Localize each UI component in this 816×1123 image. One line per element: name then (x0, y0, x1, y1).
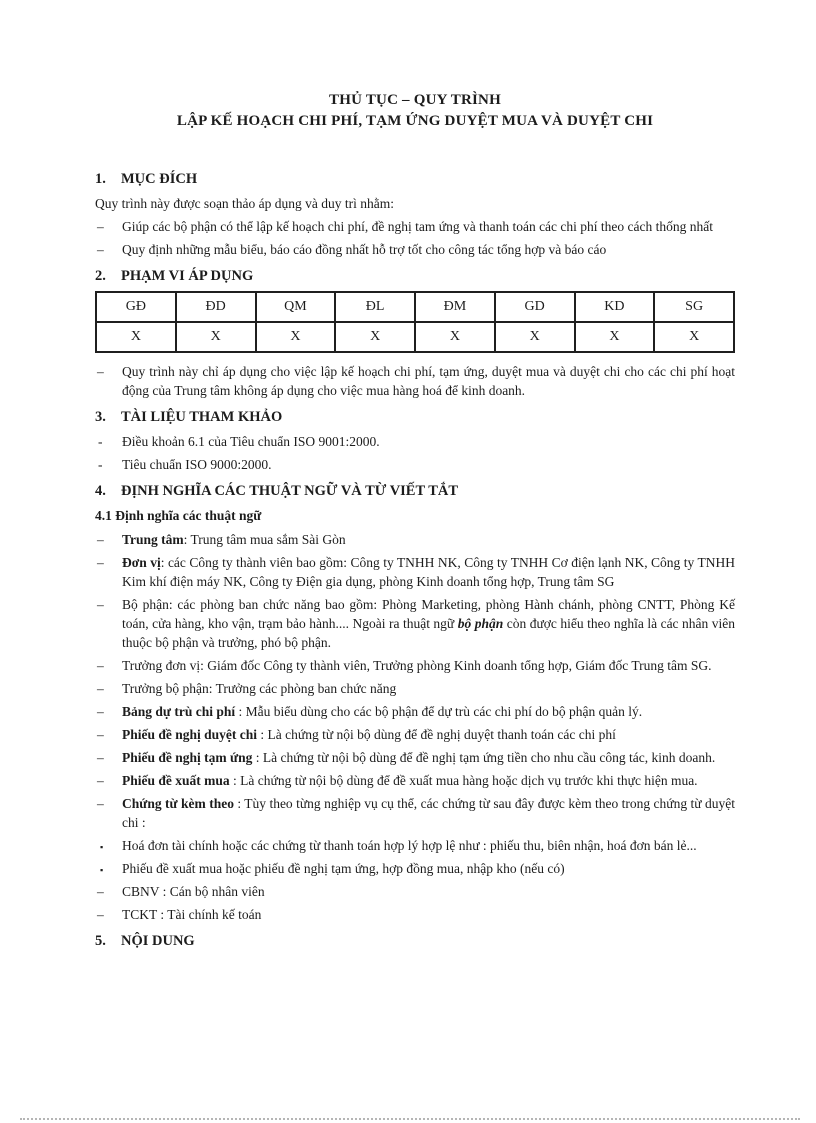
definition-term: Đơn vị (122, 555, 161, 570)
section-2-heading (95, 267, 735, 286)
dash-bullet-marker: – (97, 555, 104, 570)
dash-bullet-marker: – (97, 681, 104, 696)
scope-table-header-cell: GD (495, 292, 575, 322)
document-title-line2: LẬP KẾ HOẠCH CHI PHÍ, TẠM ỨNG DUYỆT MUA VÀ DUYỆT CHI (176, 113, 654, 129)
definition-term: Chứng từ kèm theo (122, 796, 234, 811)
section-3-heading (95, 408, 735, 427)
definition-item (95, 595, 735, 652)
list-item (95, 432, 735, 451)
dash-bullet-marker: – (97, 773, 104, 788)
dash-bullet-marker: – (97, 796, 104, 811)
definition-item (95, 553, 735, 591)
definition-body: : Là chứng từ nội bộ dùng để đề nghị tạm ứng tiền cho nhu cầu công tác, kinh doanh. (252, 750, 716, 765)
definition-text (122, 773, 698, 788)
list-item-text: Quy trình này chỉ áp dụng cho việc lập kế hoạch chi phí, tạm ứng, duyệt mua và duyệt chi cho các chi phí hoạt động của Trung tâm không áp dụng cho việc mua hàng hoá để kinh doanh. (122, 364, 735, 398)
dash-bullet-marker: – (97, 242, 104, 257)
list-item-text: Tiêu chuẩn ISO 9000:2000. (122, 457, 272, 472)
dash-bullet-marker: – (97, 219, 104, 234)
definition-text (122, 727, 616, 742)
document-title (95, 90, 735, 132)
section-1-number: 1. (95, 171, 106, 187)
section-3-number: 3. (95, 409, 106, 425)
scope-table-data-cell: X (415, 322, 495, 352)
scope-table-header-row (96, 292, 734, 322)
definition-item (95, 794, 735, 832)
scope-table (95, 291, 735, 353)
scope-table-header-cell: ĐM (415, 292, 495, 322)
definition-item (95, 771, 735, 790)
scope-table-header-cell: GĐ (96, 292, 176, 322)
document-title-line1: THỦ TỤC – QUY TRÌNH (329, 92, 501, 108)
definition-text (122, 704, 642, 719)
abbreviation-item (95, 882, 735, 901)
section-4-title: ĐỊNH NGHĨA CÁC THUẬT NGỮ VÀ TỪ VIẾT TẮT (121, 483, 459, 499)
list-item (95, 240, 735, 259)
definition-text (122, 597, 735, 650)
section-1-intro: Quy trình này được soạn thảo áp dụng và duy trì nhằm: (95, 196, 395, 211)
section-5-number: 5. (95, 933, 106, 949)
definition-body: : các Công ty thành viên bao gồm: Công ty TNHH NK, Công ty TNHH Cơ điện lạnh NK, Công ty TNHH Kim khí điện máy NK, Công ty Điện gia dụng, phòng Kinh doanh tổng hợp, Trung tâm SG (122, 555, 736, 589)
dash-bullet-marker: – (97, 727, 104, 742)
list-item (95, 217, 735, 236)
dash-bullet-marker: – (97, 532, 104, 547)
hyphen-bullet-marker: - (98, 434, 103, 449)
definition-text: Trưởng bộ phận: Trưởng các phòng ban chức năng (122, 681, 397, 696)
page-bottom-divider (20, 1118, 800, 1120)
scope-table-header-cell: KD (575, 292, 655, 322)
list-item-text: Điều khoản 6.1 của Tiêu chuẩn ISO 9001:2000. (122, 434, 380, 449)
dash-bullet-marker: – (97, 884, 104, 899)
scope-table-data-cell: X (176, 322, 256, 352)
definition-item (95, 679, 735, 698)
definition-item (95, 656, 735, 675)
definition-term: Phiếu đề nghị tạm ứng (122, 750, 253, 765)
hyphen-bullet-marker: - (98, 457, 103, 472)
section-2-number: 2. (95, 268, 106, 284)
scope-table-data-row (96, 322, 734, 352)
definition-text (122, 532, 346, 547)
dash-bullet-marker: – (97, 597, 104, 612)
list-item (95, 362, 735, 400)
dash-bullet-marker: – (97, 750, 104, 765)
scope-table-header-cell: QM (256, 292, 336, 322)
dash-bullet-marker: – (97, 364, 104, 379)
definition-body: : Mẫu biểu dùng cho các bộ phận để dự trù các chi phí do bộ phận quản lý. (235, 704, 643, 719)
scope-table-data-cell: X (495, 322, 575, 352)
definition-body: : Tùy theo từng nghiệp vụ cụ thể, các chứng từ sau đây được kèm theo trong chứng từ duyệt chi : (122, 796, 735, 830)
list-item (95, 455, 735, 474)
definition-text (122, 750, 715, 765)
section-4-1-subheading: 4.1 Định nghĩa các thuật ngữ (95, 508, 262, 523)
definition-text (122, 796, 735, 830)
definition-item (95, 530, 735, 549)
definition-body: : Là chứng từ nội bộ dùng để đề xuất mua hàng hoặc dịch vụ trước khi thực hiện mua. (229, 773, 698, 788)
dash-bullet-marker: – (97, 658, 104, 673)
scope-table-data-cell: X (575, 322, 655, 352)
dash-bullet-marker: – (97, 907, 104, 922)
scope-table-header-cell: SG (654, 292, 734, 322)
definition-text (122, 555, 735, 589)
scope-table-header-cell: ĐL (335, 292, 415, 322)
definition-body: Bộ phận: các phòng ban chức năng bao gồm: Phòng Marketing, phòng Hành chánh, phòng CNTT, Phòng Kế toán, cửa hàng, kho vận, trạm bảo hành.... Ngoài ra thuật ngữ (122, 597, 735, 631)
dash-bullet-marker: – (97, 704, 104, 719)
section-5-heading (95, 932, 735, 951)
section-5-title: NỘI DUNG (121, 933, 195, 949)
definition-body: : Là chứng từ nội bộ dùng để đề nghị duyệt thanh toán các chi phí (257, 727, 616, 742)
definition-term: Phiếu đề xuất mua (122, 773, 230, 788)
definition-item (95, 725, 735, 744)
section-3-title: TÀI LIỆU THAM KHẢO (121, 409, 283, 425)
sub-list-item-text: Hoá đơn tài chính hoặc các chứng từ thanh toán hợp lý hợp lệ như : phiếu thu, biên nhận, hoá đơn bán lẻ... (122, 838, 697, 853)
definition-body: còn được hiểu theo nghĩa là các nhân viên thuộc bộ phận và trưởng, phó bộ phận. (122, 616, 736, 650)
section-4-number: 4. (95, 483, 106, 499)
square-bullet-marker: ▪ (100, 842, 104, 852)
list-item-text: Giúp các bộ phận có thể lập kế hoạch chi phí, đề nghị tam ứng và thanh toán các chi phí theo cách thống nhất (122, 219, 714, 234)
square-bullet-marker: ▪ (100, 865, 104, 875)
section-1-title: MỤC ĐÍCH (121, 171, 198, 187)
section-2-title: PHẠM VI ÁP DỤNG (121, 268, 254, 284)
section-4-heading (95, 482, 735, 501)
scope-table-header-cell: ĐD (176, 292, 256, 322)
definition-text: Trưởng đơn vị: Giám đốc Công ty thành viên, Trưởng phòng Kinh doanh tổng hợp, Giám đốc Trung tâm SG. (122, 658, 712, 673)
scope-table-data-cell: X (96, 322, 176, 352)
scope-table-data-cell: X (654, 322, 734, 352)
abbreviation-text: CBNV : Cán bộ nhân viên (122, 884, 265, 899)
definition-term: Bảng dự trù chi phí (122, 704, 236, 719)
definition-term: Phiếu đề nghị duyệt chi (122, 727, 258, 742)
list-item-text: Quy định những mẫu biểu, báo cáo đồng nhất hỗ trợ tốt cho công tác tổng hợp và báo cáo (122, 242, 607, 257)
definition-body: : Trung tâm mua sắm Sài Gòn (183, 532, 346, 547)
scope-table-data-cell: X (335, 322, 415, 352)
sub-list-item (95, 836, 735, 855)
definition-term: Trung tâm (122, 532, 184, 547)
sub-list-item-text: Phiếu đề xuất mua hoặc phiếu đề nghị tạm ứng, hợp đồng mua, nhập kho (nếu có) (122, 861, 565, 876)
scope-table-data-cell: X (256, 322, 336, 352)
definition-emphasis: bộ phận (457, 616, 504, 631)
definition-item (95, 748, 735, 767)
section-1-heading (95, 170, 735, 189)
definition-item (95, 702, 735, 721)
abbreviation-item (95, 905, 735, 924)
abbreviation-text: TCKT : Tài chính kế toán (122, 907, 262, 922)
sub-list-item (95, 859, 735, 878)
